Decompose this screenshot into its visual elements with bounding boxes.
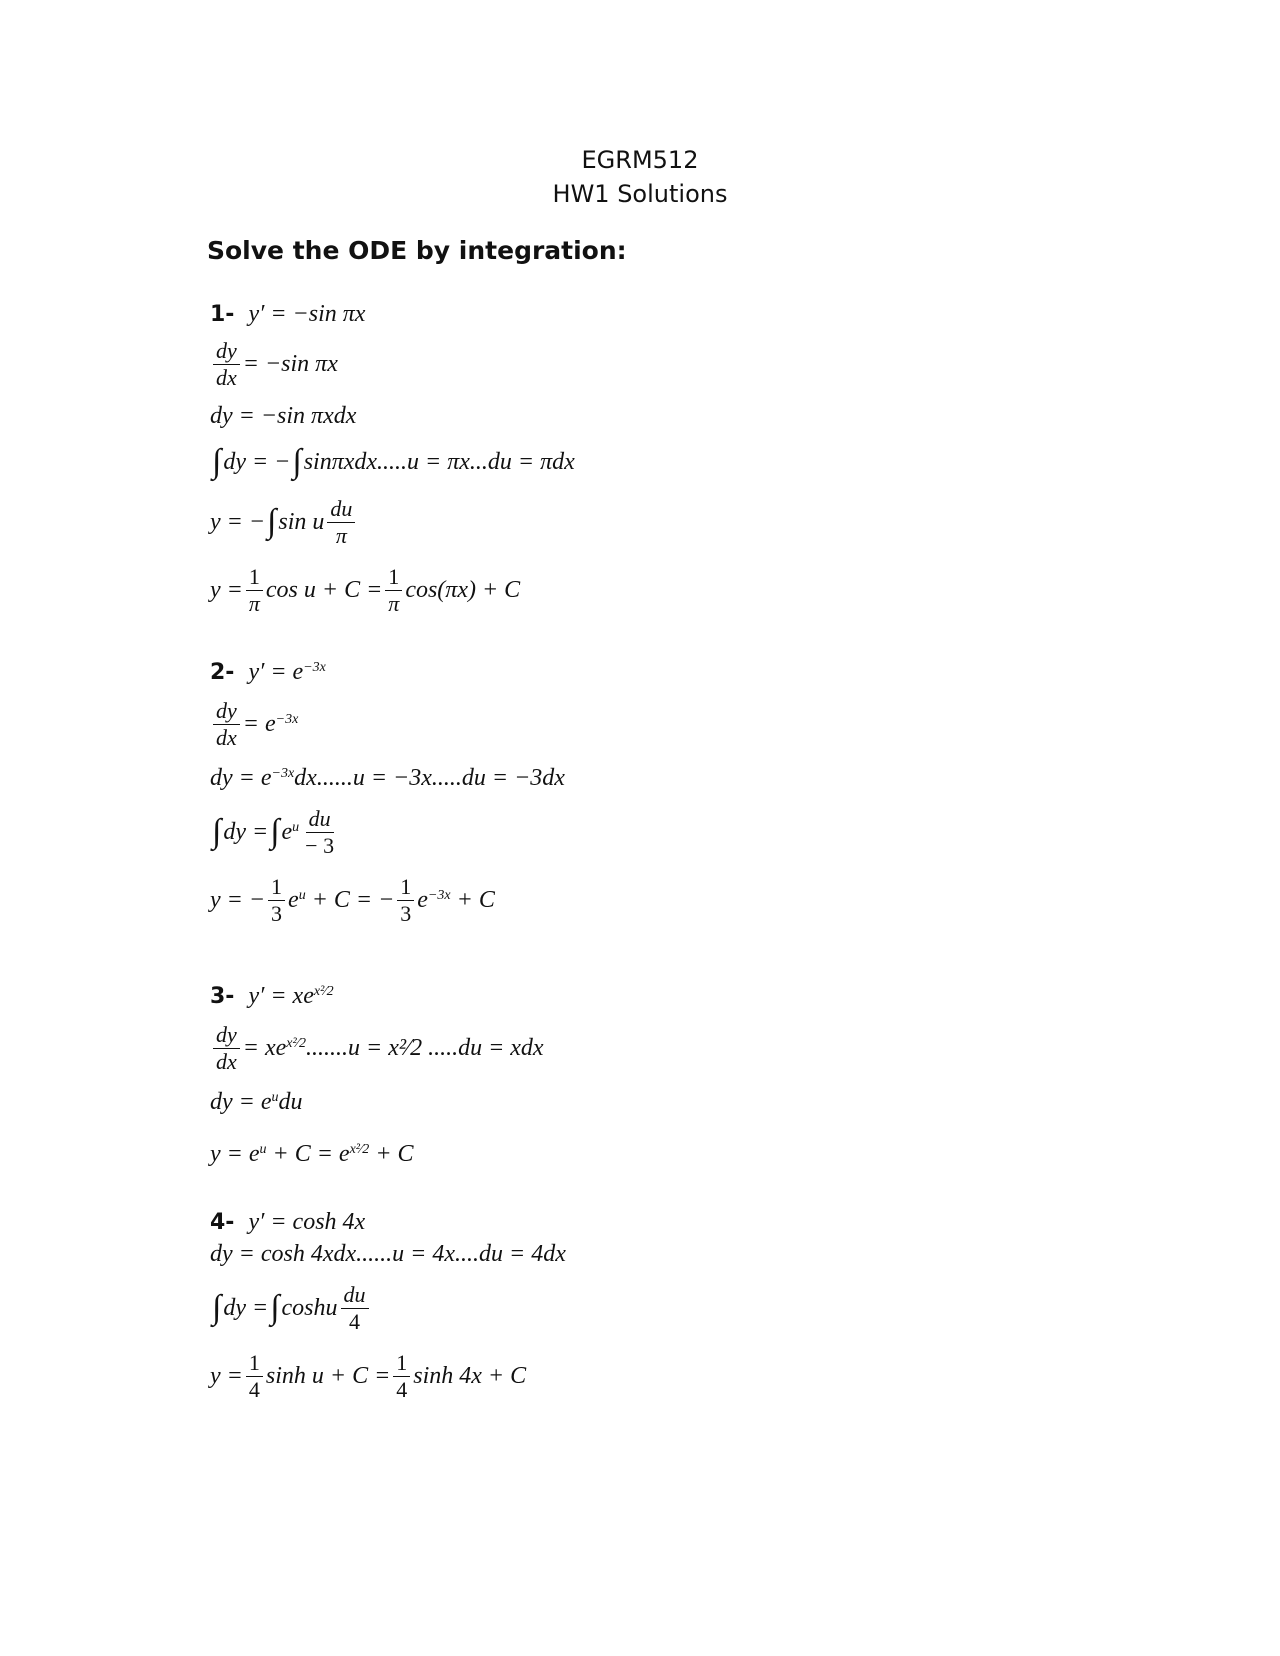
problem-1-step-2: dy = −sin πxdx bbox=[210, 402, 357, 429]
problem-2-step-4: y = − $\frac{1}{3}$ e $^u$ + C = − $\frac{1}{3}$ e $^{-3x}$ + C bbox=[210, 874, 495, 926]
problem-2-step-1: $\frac{dy}{dx}$ = e $^{-3x}$ bbox=[210, 706, 298, 742]
problem-3-number: 3- bbox=[210, 983, 235, 1009]
problem-1-step-3: ∫ dy = − ∫ sinπxdx.....u = πx...du = πdx bbox=[212, 443, 575, 480]
problem-4-step-1: dy = cosh 4xdx......u = 4x....du = 4dx bbox=[210, 1240, 566, 1267]
problem-4-step-3: y = $\frac{1}{4}$ sinh u + C = $\frac{1}{4}$ sinh 4x + C bbox=[210, 1350, 527, 1402]
problem-1-step-4: y = − ∫ sin u $\frac{du}{\pi}$ bbox=[210, 504, 358, 540]
problem-1-statement: 1- y′ = −sin πx bbox=[210, 300, 366, 327]
problem-1-number: 1- bbox=[210, 301, 235, 327]
instruction: Solve the ODE by integration: bbox=[207, 236, 627, 265]
problem-3-step-2: dy = e $^u$ du bbox=[210, 1088, 303, 1115]
problem-4-step-2: ∫ dy = ∫ coshu $\frac{du}{4}$ bbox=[210, 1290, 372, 1326]
document-title: HW1 Solutions bbox=[552, 180, 728, 208]
problem-2-number: 2- bbox=[210, 659, 235, 685]
problem-4-statement: 4- y′ = cosh 4x bbox=[210, 1208, 366, 1235]
problem-2-statement: 2- y′ = e $^{-3x}$ bbox=[210, 658, 326, 685]
problem-3-step-1: $\frac{dy}{dx}$ = xe $^{x^2⁄2}$ .......u = x²⁄2 .....du = xdx bbox=[210, 1030, 544, 1066]
problem-2-step-3: ∫ dy = ∫ e $^u$ $\frac{du}{- 3}$ bbox=[212, 806, 335, 858]
problem-1-step-5: y = $\frac{1}{\pi}$ cos u + C = $\frac{1}{\pi}$ cos(πx) + C bbox=[210, 564, 521, 616]
problem-3-statement: 3- y′ = xe $^{x^2⁄2}$ bbox=[210, 982, 334, 1009]
problem-1-step-1: $\frac{dy}{dx}$ = −sin πx bbox=[210, 346, 338, 382]
problem-2-step-2: dy = e $^{-3x}$ dx......u = −3x.....du = −3dx bbox=[210, 764, 565, 791]
problem-3-step-3: y = e $^u$ + C = e $^{x^2⁄2}$ + C bbox=[210, 1140, 414, 1167]
problem-4-number: 4- bbox=[210, 1209, 235, 1235]
course-code: EGRM512 bbox=[581, 146, 699, 174]
